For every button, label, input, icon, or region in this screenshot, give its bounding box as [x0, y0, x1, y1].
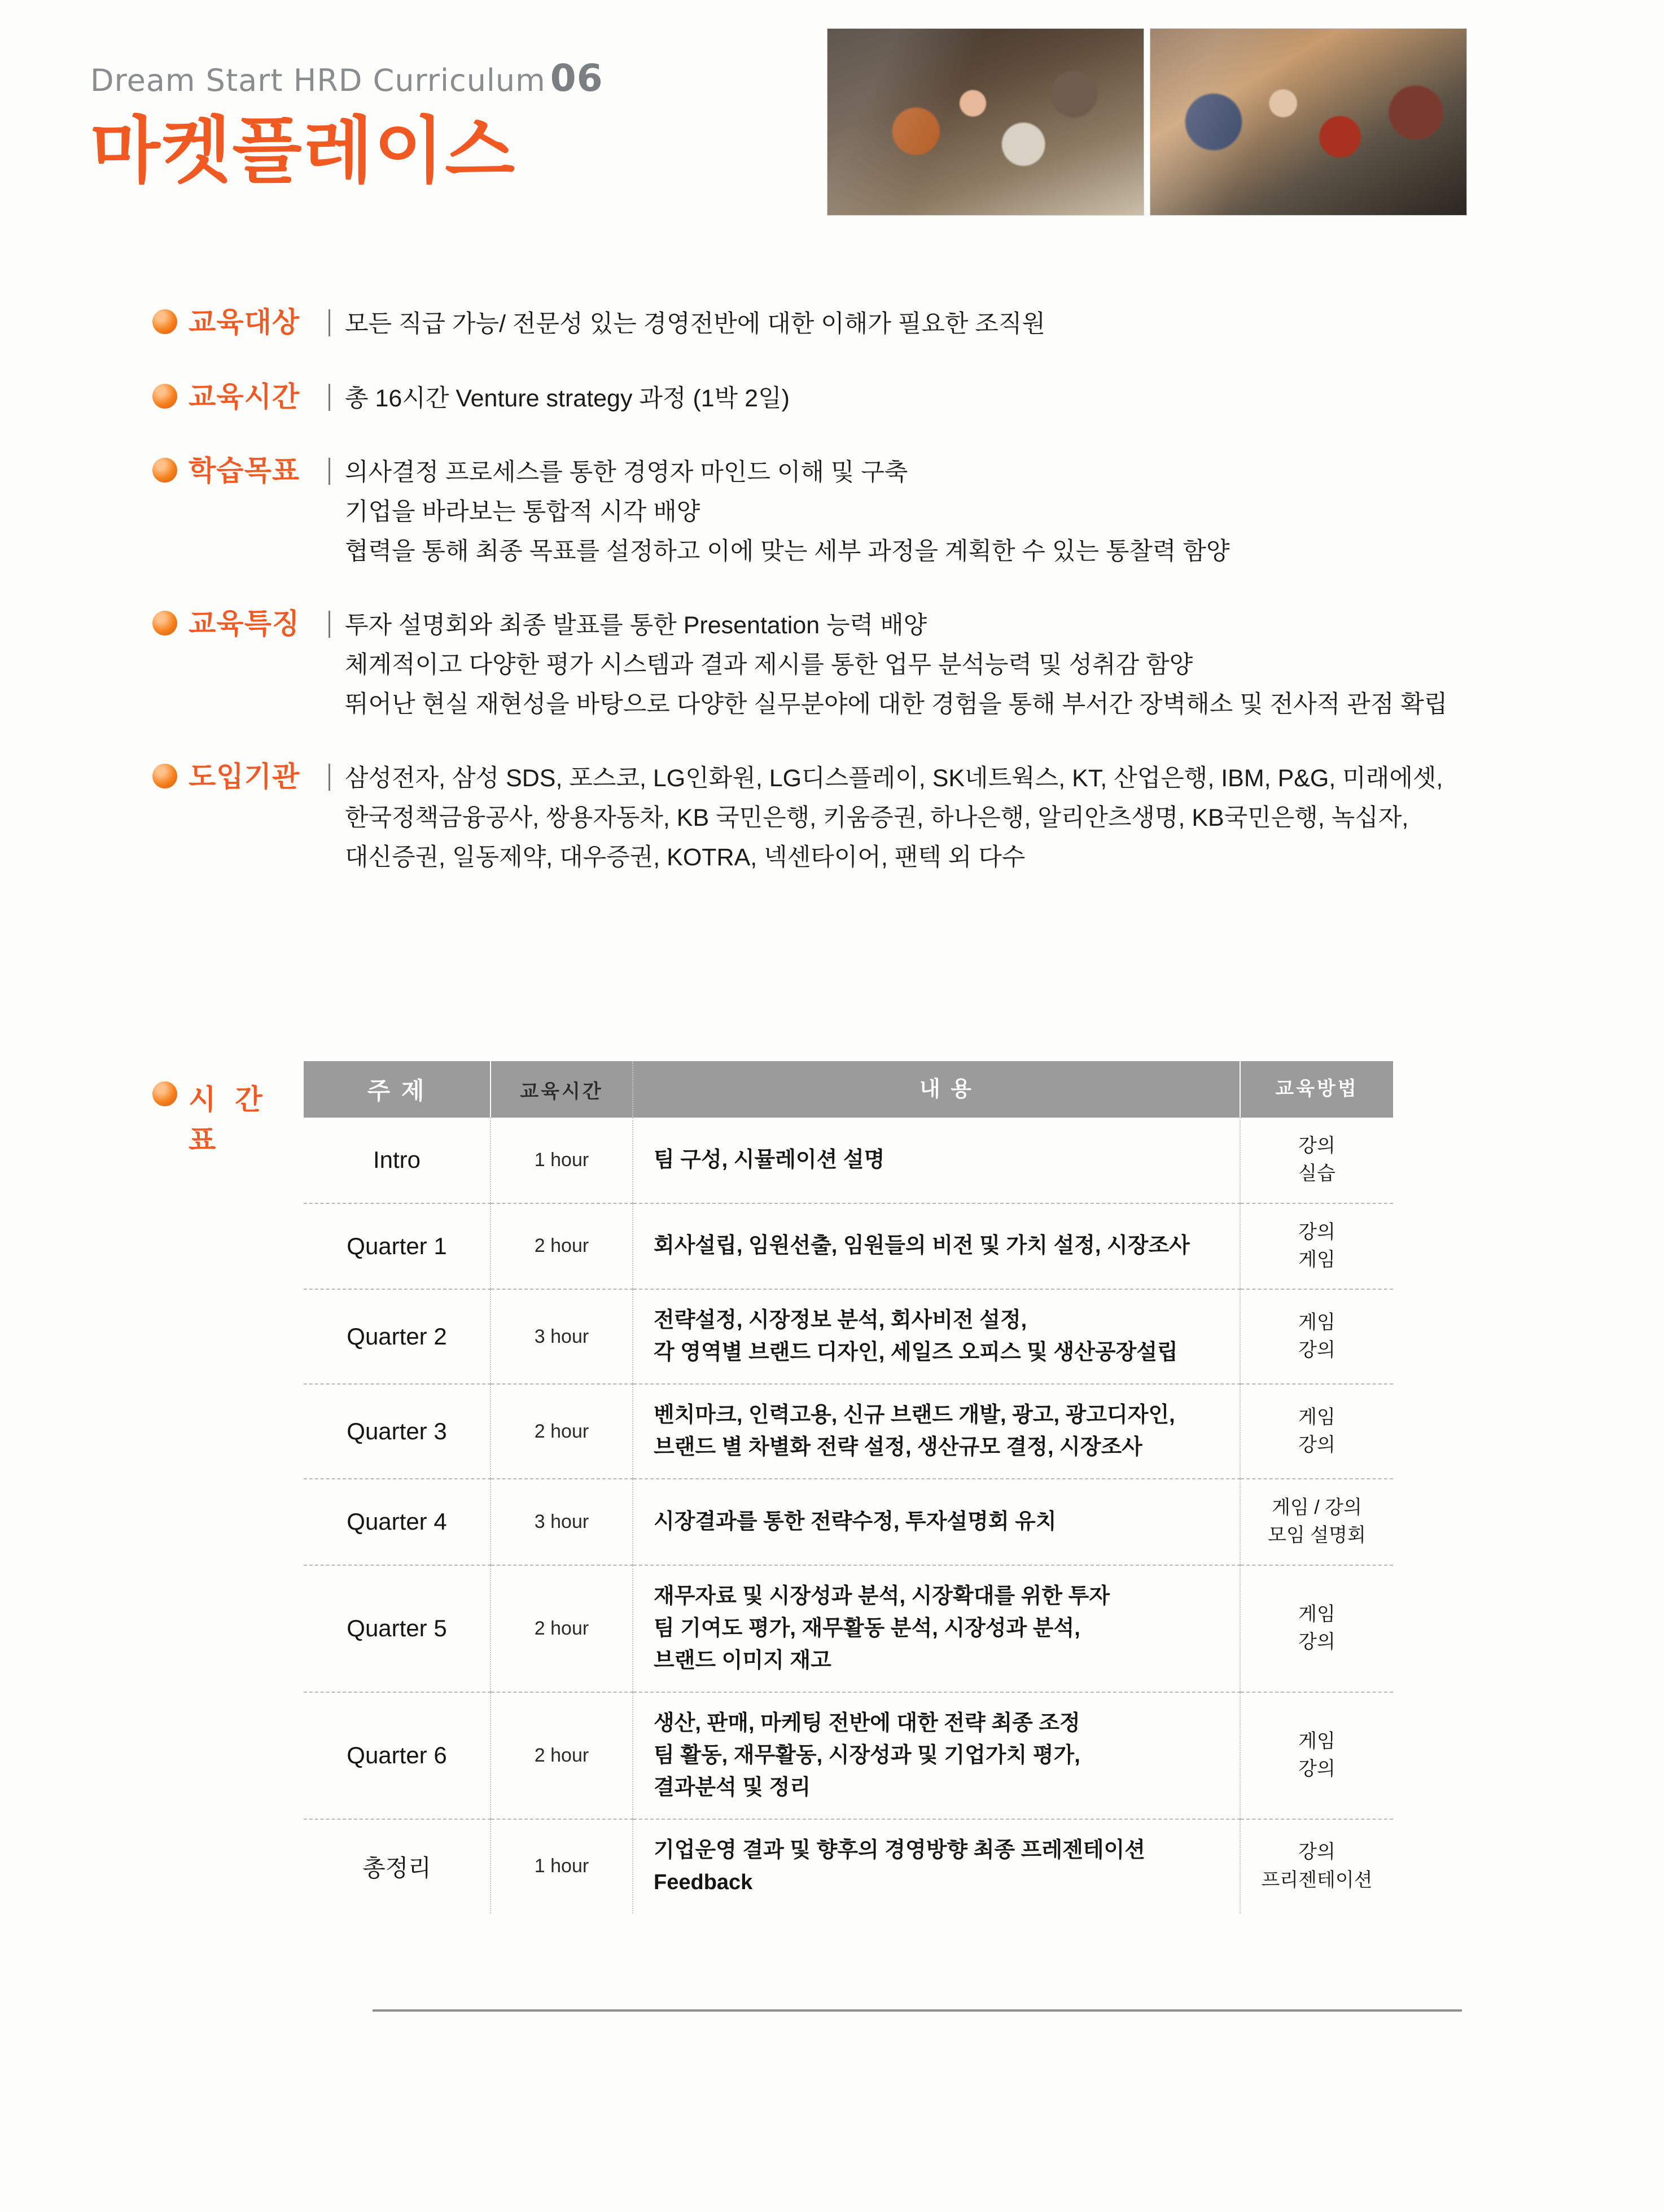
cell-method-line: 게임: [1298, 1249, 1335, 1271]
cell-method-line: 실습: [1298, 1163, 1335, 1185]
cell-content-line: Feedback: [654, 1870, 753, 1894]
cell-duration: 2 hour: [491, 1384, 633, 1479]
table-row: [304, 1289, 1393, 1384]
cell-method-line: 강의: [1298, 1135, 1335, 1157]
cell-topic: Quarter 4: [304, 1479, 491, 1565]
cell-content: [633, 1289, 1240, 1384]
cell-content: [633, 1203, 1240, 1290]
cell-method-line: 게임: [1298, 1406, 1335, 1428]
cell-duration: 2 hour: [491, 1565, 633, 1692]
cell-content-line: 팀 활동, 재무활동, 시장성과 및 기업가치 평가,: [654, 1743, 1080, 1767]
cell-duration: 3 hour: [491, 1479, 633, 1565]
bullet-icon: [152, 384, 177, 409]
timetable-col-header: 교육시간: [491, 1061, 633, 1118]
cell-duration: 2 hour: [491, 1692, 633, 1819]
info-row-label: 교육특징: [189, 608, 300, 640]
cell-content-line: 브랜드 이미지 재고: [654, 1648, 831, 1672]
header-photos: [827, 28, 1467, 216]
table-row: [304, 1479, 1393, 1565]
info-row-label: 도입기관: [189, 761, 300, 793]
cell-topic: Quarter 2: [304, 1289, 491, 1384]
table-row: [304, 1819, 1393, 1913]
cell-duration: 1 hour: [491, 1819, 633, 1913]
bullet-icon: [152, 309, 177, 334]
timetable-header-row: [304, 1061, 1393, 1118]
workshop-photo-left: [827, 28, 1144, 216]
timetable-col-header: 주 제: [304, 1061, 491, 1118]
info-row-line: 삼성전자, 삼성 SDS, 포스코, LG인화원, LG디스플레이, SK네트웍스, KT, 산업은행, IBM, P&G, 미래에셋,: [345, 765, 1443, 792]
photo-glare: [1150, 29, 1466, 215]
cell-content-line: 시장결과를 통한 전략수정, 투자설명회 유치: [654, 1509, 1057, 1534]
cell-topic: Quarter 6: [304, 1692, 491, 1819]
cell-method-line: 모임 설명회: [1268, 1525, 1366, 1547]
timetable-label-text: 시 간 표: [189, 1084, 268, 1156]
timetable-col-header: 교육방법: [1240, 1061, 1393, 1118]
info-row-line: 협력을 통해 최종 목표를 설정하고 이에 맞는 세부 과정을 계획한 수 있는 통찰력 함양: [345, 537, 1230, 565]
info-row: [152, 379, 1620, 419]
info-row-line: 투자 설명회와 최종 발표를 통한 Presentation 능력 배양: [345, 612, 927, 639]
bullet-icon: [152, 764, 177, 789]
info-row-line: 의사결정 프로세스를 통한 경영자 마인드 이해 및 구축: [345, 459, 908, 487]
photo-glare: [827, 29, 1144, 215]
label-divider: [329, 458, 330, 485]
table-row: [304, 1203, 1393, 1290]
cell-content-line: 팀 구성, 시뮬레이션 설명: [654, 1147, 885, 1172]
table-row: [304, 1384, 1393, 1479]
cell-content: [633, 1565, 1240, 1692]
cell-method-line: 강의: [1298, 1758, 1335, 1780]
bullet-icon: [152, 611, 177, 636]
label-divider: [329, 764, 330, 791]
info-row-line: 모든 직급 가능/ 전문성 있는 경영전반에 대한 이해가 필요한 조직원: [345, 310, 1045, 338]
cell-content-line: 벤치마크, 인력고용, 신규 브랜드 개발, 광고, 광고디자인,: [654, 1403, 1175, 1427]
cell-method: [1240, 1479, 1393, 1565]
cell-method-line: 강의: [1298, 1631, 1335, 1653]
cell-method: [1240, 1118, 1393, 1203]
info-row-line: 기업을 바라보는 통합적 시각 배양: [345, 498, 700, 525]
info-row-line: 체계적이고 다양한 평가 시스템과 결과 제시를 통한 업무 분석능력 및 성취감 함양: [345, 651, 1193, 678]
cell-topic: Intro: [304, 1118, 491, 1203]
info-row-line: 총 16시간 Venture strategy 과정 (1박 2일): [345, 384, 790, 412]
timetable-body: [304, 1118, 1393, 1913]
label-divider: [329, 611, 330, 638]
cell-content-line: 팀 기여도 평가, 재무활동 분석, 시장성과 분석,: [654, 1616, 1080, 1640]
info-row: [152, 759, 1620, 877]
cell-content: [633, 1692, 1240, 1819]
cell-method: [1240, 1692, 1393, 1819]
cell-method: [1240, 1819, 1393, 1913]
cell-topic: 총정리: [362, 1854, 431, 1881]
info-row-body: [345, 305, 1620, 344]
cell-method-line: 게임 / 강의: [1272, 1497, 1362, 1519]
workshop-photo-right: [1150, 28, 1467, 216]
cell-method: [1240, 1203, 1393, 1290]
cell-method: [1240, 1565, 1393, 1692]
cell-topic: Quarter 5: [304, 1565, 491, 1692]
label-divider: [329, 309, 330, 336]
cell-duration: 3 hour: [491, 1289, 633, 1384]
info-row-line: 대신증권, 일동제약, 대우증권, KOTRA, 넥센타이어, 팬텍 외 다수: [345, 843, 1026, 871]
info-row-line: 뛰어난 현실 재현성을 바탕으로 다양한 실무분야에 대한 경험을 통해 부서간 장벽해소 및 전사적 관점 확립: [345, 690, 1448, 718]
info-row-body: [345, 453, 1620, 571]
cell-method-line: 게임: [1298, 1603, 1335, 1625]
cell-content: [633, 1479, 1240, 1565]
info-row-line: 한국정책금융공사, 쌍용자동차, KB 국민은행, 키움증권, 하나은행, 알리안츠생명, KB국민은행, 녹십자,: [345, 804, 1409, 831]
cell-content-line: 전략설정, 시장정보 분석, 회사비전 설정,: [654, 1308, 1027, 1333]
bullet-icon: [152, 1081, 177, 1106]
cell-content-line: 각 영역별 브랜드 디자인, 세일즈 오피스 및 생산공장설립: [654, 1341, 1178, 1365]
info-row-body: [345, 606, 1620, 724]
info-row-label: 교육대상: [189, 306, 300, 338]
info-row: [152, 606, 1620, 724]
cell-method-line: 게임: [1298, 1311, 1335, 1333]
cell-content-line: 기업운영 결과 및 향후의 경영방향 최종 프레젠테이션: [654, 1838, 1145, 1862]
cell-method-line: 강의: [1298, 1434, 1335, 1456]
cell-content: [633, 1384, 1240, 1479]
timetable-label: [152, 1077, 304, 1158]
cell-duration: 2 hour: [491, 1203, 633, 1290]
table-row: [304, 1692, 1393, 1819]
bullet-icon: [152, 458, 177, 483]
timetable-block: [152, 1061, 1620, 1913]
cell-topic: Quarter 3: [304, 1384, 491, 1479]
table-row: [304, 1565, 1393, 1692]
cell-method-line: 강의: [1298, 1221, 1335, 1243]
info-row-body: [345, 759, 1620, 877]
cell-method-line: 게임: [1298, 1730, 1335, 1752]
info-row: [152, 305, 1620, 344]
page-title: 마켓플레이스: [90, 111, 516, 191]
cell-method: [1240, 1289, 1393, 1384]
cell-content: [633, 1819, 1240, 1913]
timetable: [304, 1061, 1393, 1913]
label-divider: [329, 384, 330, 411]
cell-content: [633, 1118, 1240, 1203]
cell-method-line: 강의: [1298, 1841, 1335, 1863]
timetable-col-header: 내 용: [633, 1061, 1240, 1118]
cell-topic: Quarter 1: [304, 1203, 491, 1290]
info-row-label: 학습목표: [189, 455, 300, 487]
cell-content-line: 재무자료 및 시장성과 분석, 시장확대를 위한 투자: [654, 1584, 1110, 1608]
cell-method: [1240, 1384, 1393, 1479]
timetable-bottom-rule: [373, 2009, 1462, 2012]
cell-method-line: 프리젠테이션: [1261, 1869, 1373, 1891]
info-row-body: [345, 379, 1620, 419]
cell-content-line: 브랜드 별 차별화 전략 설정, 생산규모 결정, 시장조사: [654, 1435, 1142, 1460]
info-row-label: 교육시간: [189, 380, 300, 413]
info-row: [152, 453, 1620, 571]
kicker-number: 06: [550, 56, 603, 100]
cell-duration: 1 hour: [491, 1118, 633, 1203]
cell-method-line: 강의: [1298, 1339, 1335, 1361]
timetable-head: [304, 1061, 1393, 1118]
table-row: [304, 1118, 1393, 1203]
cell-content-line: 결과분석 및 정리: [654, 1775, 811, 1799]
cell-content-line: 생산, 판매, 마케팅 전반에 대한 전략 최종 조정: [654, 1711, 1080, 1735]
cell-content-line: 회사설립, 임원선출, 임원들의 비전 및 가치 설정, 시장조사: [654, 1234, 1190, 1258]
info-sections: [152, 305, 1620, 912]
kicker-text: Dream Start HRD Curriculum: [90, 63, 546, 98]
